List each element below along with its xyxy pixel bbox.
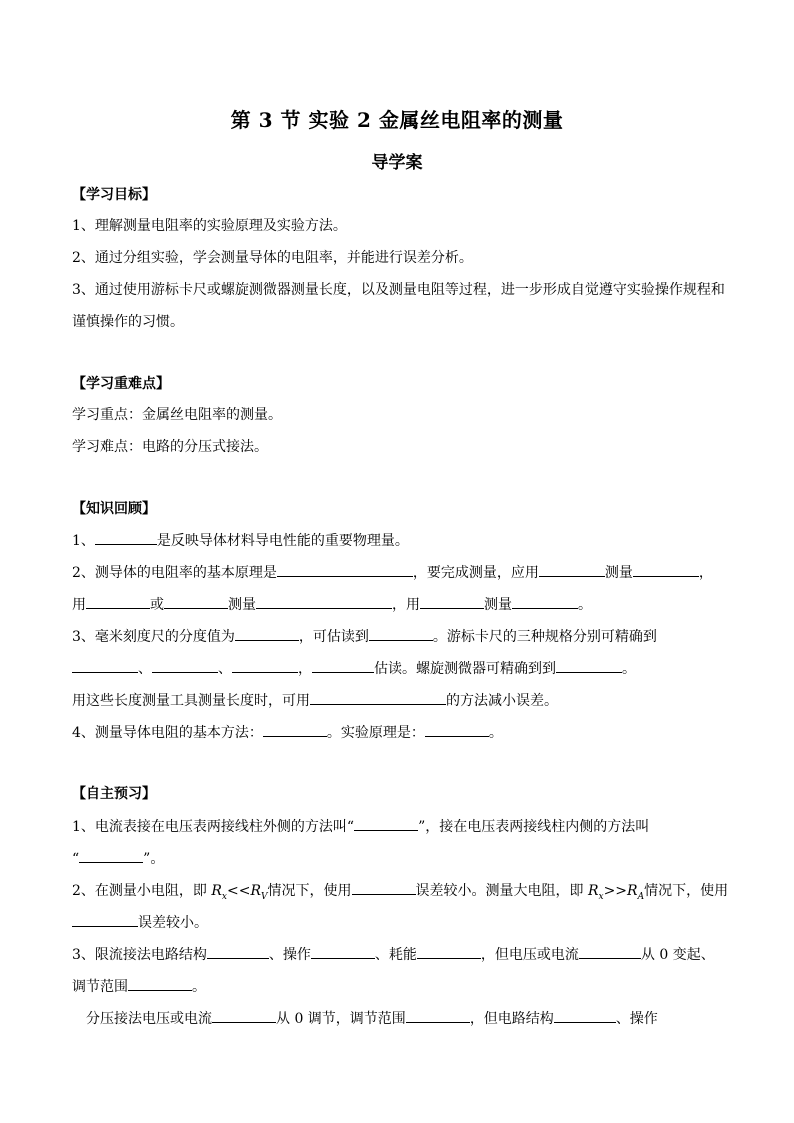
preview-q3-text: 、耗能 [374, 947, 417, 963]
page-title: 第 3 节 实验 2 金属丝电阻率的测量 [230, 108, 564, 132]
review-q3-text: 。游标卡尺的三种规格分别可精确到 [432, 629, 657, 645]
review-q3-line2 [72, 658, 636, 679]
preview-q3-text: ，但电压或电流 [480, 947, 579, 963]
review-q4-text: 4、测量导体电阻的基本方法： [72, 725, 263, 741]
resistance-rv-symbol: R [250, 883, 261, 899]
preview-q3-text: 。 [192, 979, 206, 995]
fill-blank[interactable] [256, 594, 392, 609]
fill-blank[interactable] [263, 722, 327, 737]
goal-item-3: 3、通过使用游标卡尺或螺旋测微器测量长度，以及测量电阻等过程，进一步形成自觉遵守实验操作规程和 [72, 282, 725, 298]
fill-blank[interactable] [128, 976, 192, 991]
preview-q2-text: 误差较小。 [138, 915, 208, 931]
review-q2-text: ， [698, 565, 713, 581]
fill-blank[interactable] [352, 880, 416, 895]
review-q2-text: 用 [72, 597, 86, 613]
preview-q2-line1 [72, 880, 728, 907]
fill-blank[interactable] [72, 658, 138, 673]
fill-blank[interactable] [152, 658, 218, 673]
resistance-rx-symbol: R [211, 883, 222, 899]
preview-q1-text: ”。 [143, 851, 165, 867]
preview-q1-line2 [72, 848, 164, 869]
review-q4 [72, 722, 503, 743]
preview-q1-text: 1、电流表接在电压表两接线柱外侧的方法叫“ [72, 819, 355, 835]
review-q3-text: 。 [622, 661, 636, 677]
fill-blank[interactable] [579, 944, 641, 959]
review-q3-text: ， [298, 661, 312, 677]
preview-q3-text: 从 0 调节，调节范围 [276, 1011, 406, 1027]
goal-item-1: 1、理解测量电阻率的实验原理及实验方法。 [72, 218, 347, 234]
review-q3-text: 3、毫米刻度尺的分度值为 [72, 629, 235, 645]
fill-blank[interactable] [354, 816, 418, 831]
preview-q3-text: 调节范围 [72, 979, 128, 995]
review-q2-line1 [72, 562, 713, 583]
fill-blank[interactable] [212, 1008, 276, 1023]
fill-blank[interactable] [420, 594, 484, 609]
review-q1-post: 是反映导体材料导电性能的重要物理量。 [156, 533, 409, 549]
preview-q1-text: ”，接在电压表两接线柱内侧的方法叫 [418, 819, 650, 835]
review-q3-line3 [72, 690, 558, 711]
fill-blank[interactable] [164, 594, 228, 609]
review-q2-line2 [72, 594, 592, 615]
review-q4-text: 。实验原理是： [326, 725, 425, 741]
fill-blank[interactable] [235, 626, 299, 641]
preview-q3-text: 分压接法电压或电流 [86, 1011, 212, 1027]
fill-blank[interactable] [86, 594, 150, 609]
fill-blank[interactable] [417, 944, 481, 959]
review-q3-text: 估读。螺旋测微器可精确到到 [374, 661, 556, 677]
review-q2-pre: 2、测导体的电阻率的基本原理是 [72, 565, 277, 581]
preview-q2-text: 误差较小。测量大电阻，即 [415, 883, 588, 899]
resistance-rx-symbol: R [587, 883, 599, 899]
resistance-rx-subscript: x [598, 891, 604, 902]
review-q1 [72, 530, 409, 551]
fill-blank[interactable] [72, 912, 138, 927]
review-q3-line1 [72, 626, 657, 647]
fill-blank[interactable] [539, 562, 605, 577]
review-q2-text: 或 [150, 597, 164, 613]
fill-blank[interactable] [512, 594, 578, 609]
fill-blank[interactable] [311, 944, 375, 959]
preview-heading: 【自主预习】 [72, 786, 156, 802]
preview-q3-line3 [86, 1008, 658, 1029]
fill-blank[interactable] [310, 690, 446, 705]
goal-item-2: 2、通过分组实验，学会测量导体的电阻率，并能进行误差分析。 [72, 250, 473, 266]
review-q2-text: ，用 [392, 597, 420, 613]
review-q2-text: 测量 [604, 565, 633, 581]
preview-q1-text: “ [72, 851, 80, 867]
preview-q2-line2 [72, 912, 208, 933]
review-q3-text: 、 [138, 661, 152, 677]
preview-q3-text: ，但电路结构 [469, 1011, 554, 1027]
review-q3-text: 用这些长度测量工具测量长度时，可用 [72, 693, 310, 709]
page-subtitle: 导学案 [371, 153, 423, 173]
preview-q3-line2 [72, 976, 206, 997]
preview-q3-text: 、操作 [615, 1011, 658, 1027]
preview-q2-text: 2、在测量小电阻，即 [72, 883, 212, 899]
resistance-ra-subscript: A [637, 891, 645, 902]
preview-q3-text: 从 0 变起、 [640, 947, 715, 963]
preview-q3-text: 、操作 [268, 947, 311, 963]
review-q3-text: 的方法减小误差。 [446, 693, 558, 709]
keypoints-heading: 【学习重难点】 [72, 376, 170, 392]
fill-blank[interactable] [232, 658, 298, 673]
review-q2-text: 测量 [228, 597, 256, 613]
review-q2-text: ，要完成测量，应用 [412, 565, 539, 581]
preview-q3-line1 [72, 944, 715, 965]
fill-blank[interactable] [406, 1008, 470, 1023]
preview-q1-line1 [72, 816, 649, 837]
fill-blank[interactable] [277, 562, 413, 577]
fill-blank[interactable] [312, 658, 374, 673]
fill-blank[interactable] [95, 530, 157, 545]
review-q4-text: 。 [488, 725, 503, 741]
fill-blank[interactable] [369, 626, 433, 641]
fill-blank[interactable] [207, 944, 269, 959]
review-q3-text: 、 [218, 661, 232, 677]
fill-blank[interactable] [79, 848, 143, 863]
goals-heading: 【学习目标】 [72, 187, 156, 203]
review-q2-text: 。 [578, 597, 592, 613]
resistance-rv-subscript: V [261, 891, 268, 902]
resistance-ra-symbol: R [627, 883, 638, 899]
preview-q2-text: 情况下，使用 [644, 883, 729, 899]
comparison-symbol: >> [603, 883, 628, 899]
keypoint-focus: 学习重点：金属丝电阻率的测量。 [72, 407, 282, 423]
review-q1-pre: 1、 [72, 533, 95, 549]
review-q3-text: ，可估读到 [298, 629, 369, 645]
fill-blank[interactable] [633, 562, 699, 577]
preview-q2-text: 情况下，使用 [267, 883, 352, 899]
fill-blank[interactable] [425, 722, 489, 737]
goal-item-3-cont: 谨慎操作的习惯。 [72, 314, 184, 330]
fill-blank[interactable] [556, 658, 622, 673]
keypoint-difficulty: 学习难点：电路的分压式接法。 [72, 439, 268, 455]
review-q2-text: 测量 [484, 597, 512, 613]
comparison-symbol: << [226, 883, 251, 899]
fill-blank[interactable] [554, 1008, 616, 1023]
resistance-rx-subscript: x [221, 891, 227, 902]
review-heading: 【知识回顾】 [72, 501, 156, 517]
preview-q3-text: 3、限流接法电路结构 [72, 947, 207, 963]
